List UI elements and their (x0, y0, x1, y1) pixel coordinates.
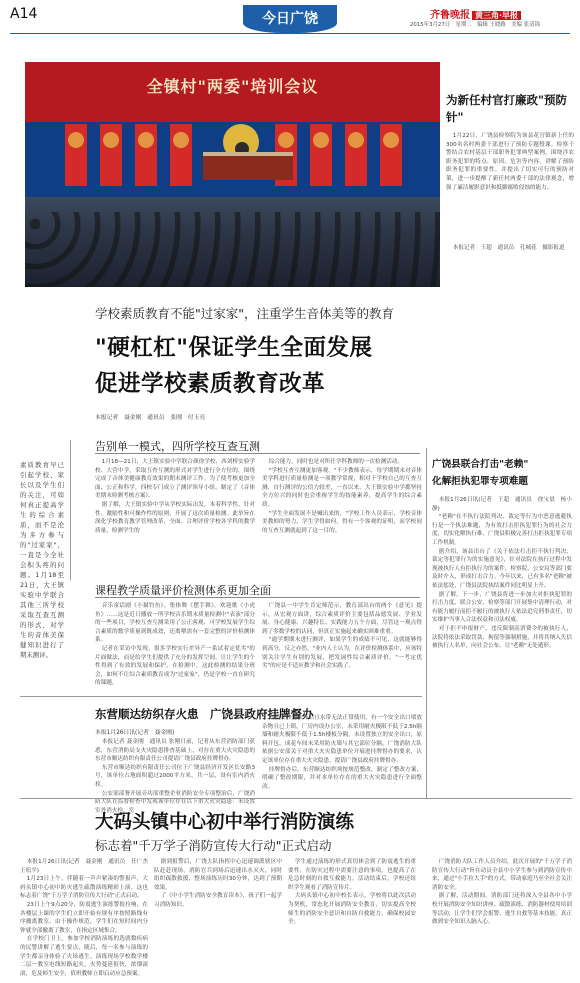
story1-headline (95, 330, 372, 402)
story3-headline: 大码头镇中心初中举行消防演练 (95, 812, 355, 833)
photo-story-text: 1月22日，广饶县检察院为该县花官镇新上任的300名名村两委干部进行了预防专题授课。检察干警结合农村基层干部职务犯罪典型案例，围绕涉农职务犯罪的特点、原因、危害等内容，讲解了预防职务犯罪的重要性，并提出了切实可行的预防对策，进一步提醒了新任村两委干部的法律观念，增强了廉洁履职意识和抵御腐败侵蚀的能力。 (446, 133, 574, 191)
issue-meta: 2015年3月27日 星期二 编辑 王晓路 美编 张清锦 (410, 22, 540, 28)
story1-byline: 本报记者 聂金刚 通讯员 张刚 付玉亮 (95, 415, 206, 421)
side-story-headline (432, 456, 572, 490)
meeting-photo (25, 62, 440, 287)
column-divider (426, 448, 427, 798)
header-rule (10, 33, 570, 34)
logo-text: 齐鲁晚报 (430, 10, 470, 21)
side-story-headline-line2: 化解拒执犯罪专项难题 (432, 476, 528, 487)
story3-col3: 学生通过演练的形式真切体会到了防震逃生的重要性，在防灾过程中需要注意的事项，也提高了在危急时刻的自救互救能力，活动结束后，学校还组织学生观看了消防宣传片。 大码头镇中心初中校长表示，学校将以此次活动为契机，常态化开展消防安全教育，切实提高全校师生的消防安全意识和自防自救能力，确保校园安全。 (288, 859, 416, 926)
logo-tag: 黄三角·早报 (472, 11, 521, 20)
story3-col2: 据到报警后，广饶大队指挥中心迅速调派辖区中队赶赴现场，消防官兵到场后迅速出水灭火，同时组织疏散救援，整场演练历时30分钟，达到了预期效果。 了《中小学生消防安全教育读本》，孩子们一起学习消防知识。 (154, 859, 282, 908)
red-flag (345, 124, 367, 186)
story1-section1-col2: 综合能力，同时也是对所任学科教师的一次检测活动。 "学校互查互测更加客观。"不少教师表示，每学期期末对音体美学科进行质量检测是一项教学常规，相对于学校自己的互查互测，自行测评的公信力较差，一直以来，大王镇实验中学都坚持全方位兴的同时也会重视学生的技能素养，提高学生的综合素质。 "学生全面发展不是喊出来的，"学校工作人员表示，学校音体美教师的努力，学生学得如何，得有一个客观的证明，而学校间的互查互测就起到了这一目的。 (262, 459, 422, 534)
red-flag (310, 124, 332, 186)
story2-col2: 内消火栓无法开启且水带无法正常使用，有一个安全出口堵放杂物且已上锁，厂房内设办公室，未采用耐火极限不低于2.5h隔墙和耐火极限不低于1.5h楼板分隔，未设置独立的安全出口，原料开包，成花车间未采用防火墙与其它部位分隔，广饶消防大队依据公安部关于对重大火灾隐患单位开展进挂牌督办的要求，认定该单位存在重大火灾隐患，提请广饶县政府挂牌督办。 挂牌督办后，东营顺达纺织须按规范整改，制定了整改方案，明确了整改期限，并对本单位存在的重大火灾隐患进行全面整改。 (262, 715, 422, 790)
story3-col1: 本报1月26日讯(记者 聂金刚 通讯员 任广杰 王松平) 1月23日上午，伴随着一声声紧凑的警报声，大码头镇中心初中防灾逃生疏散演练精彩上演。这也标志着广饶"千万学子消防宣传大行动"正式启动。 23日上午9点20分，防震逃生演练警报拉响，在各楼层上课的学生们立即开始有规有序按照路线有序撤离教室，由于操作规范，学生们在短时间内分钟就全部撤离了教室，在指定区域集合。 在学校门卫上，参加学校消防演练的选就数疾病的民警讲解了逃生要点，随后，每一名参与演练的学生都亲身体验了火场逃生，演练现场学校数学楼二层一教室电线短路起火，火势蔓延很快，浓烟滚滚，危及师生安全，值班教师立即启动应急预案。 (20, 859, 154, 977)
photo-banner-text: 全镇村"两委"培训会议 (146, 77, 319, 96)
red-flag (65, 124, 87, 186)
story-divider (20, 696, 422, 697)
photo-story-title: 为新任村官打廉政"预防针" (446, 93, 567, 124)
side-story-headline-line1: 广饶县联合打击"老赖" (432, 459, 529, 470)
story1-headline-line1: "硬杠杠"保证学生全面发展 (95, 335, 373, 361)
photo-credit: 本报记者 王超 通讯员 孔城花 摄影报道 (452, 245, 565, 251)
red-flag (170, 124, 192, 186)
section-rule (95, 453, 420, 454)
story1-section1-col1: 1月18—21日，大王镇实验中学联合颜徐学校、西刘桥实验学校、大营中学，采取互查互测的形式对学生进行全方位的，围绕完成了音体美健康教育效果的期末测评工作。为了使考核更加全面、公正和科学，四校专门成立了测评领导小组，制定了《音体美期末检测考核方案》。 据了解，大王镇实验中学从学校实际出发，本着科学性、针对性、激励性和可操作性的原则，开展了这次质量检测。此举旨在深化学校教育教学管理改革，全面、合理评价学校各学科的教学质量，检测学生的 (95, 459, 255, 534)
story1-section2-col2: 广饶县一中学生肯定师范示，教育部出台的两个《意见》提示，从宏观方面讲，综合素质评价主要包括品德发展、学业发展、身心健康、兴趣特长、实践能力五个方面，尽管这一观点得到了多数学校的认同，但真正实施起来确实困难重重。 "通学期期末进行测评，如果学生的成绩不可见，这就能够得到高分，反之亦然。"业内人士认为，在评价检测体系中，应该特别关注学生有别的发展，把发展性综合素质评价，"一考定优劣"的应是不适应教学和社会实践了。 (262, 603, 422, 670)
story1-section2-col1: 音乐童话剧《小猫钓鱼》、集体舞《摆手舞》、欢迎歌《小虎鱼》……这是近日播放一所学校音乐期末质量检测中"表演"部分的一些项目，学校互查互测采用了公正客观、可学校发展学生综合素质的数学质量到既成效，还离喂需有一套完整的评价检测体系。 记者在采访中发现，很多学校实行差异产一系试着定优劣"的片面做法，而是给学生们提供了充分的发挥空间，让让学生的个性得到了有效的发展和保护。在检测中，这此检测的结果分班会，如何不让综合素质教育成为"过家家"，仍是学校一直在研究的课题。 (95, 603, 255, 687)
column-divider (70, 440, 71, 580)
story3-col4: 广饶消防大队工作人员介绍，此次开展的"千万学子消防宣传大行动"旨在动员全县中小学生参与到消防宣传中来，通过"小手拉大手"的方式，带动家庭乃至全社会关注消防安全。 据了解，活动期间，消防部门还将深入全县各中小学校开展消防安全知识讲座、疏散演练、消防器材使用培训等活动，让学生们学会报警、逃生自救等基本技能，真正做到安全知识入脑入心。 (432, 859, 572, 926)
red-flag (135, 124, 157, 186)
section-title: 今日广饶 (243, 5, 337, 33)
story1-section2-title: 课程教学质量评价检测体系更加全面 (95, 584, 271, 597)
section-rule (95, 597, 420, 598)
story3-subhead: 标志着"千万学子消防宣传大行动"正式启动 (95, 838, 332, 853)
story2-byline: 本报1月26日讯(记者 聂金刚) (95, 730, 175, 736)
page-number: A14 (10, 6, 38, 22)
story1-sidebar-lead: 素质教育早已引起学校、家长以及学生们的关注，可如何真正提高学生的综合素质，而不是沦为多方参与的"过家家"，一直是今全社会积头疼的问题。1月18至21日，大王镇实验中学联合其他三所学校采取互查互测的形式，对学生的音体美保健知识进行了期末测评。 (20, 461, 64, 659)
story-divider (20, 798, 572, 799)
audience-heads (25, 212, 440, 287)
podium (203, 152, 293, 180)
red-flag (380, 124, 402, 186)
red-flag (100, 124, 122, 186)
story2-col1: 本报记者 聂金刚 通讯员 张刚日前，记者从东营消防部门获悉，东营消防局支火灾隐患排查基础上，对存在重大火灾隐患的东营市顺达纺织有限责任公司提请广饶县政府挂牌督办。 东营市顺达纺织有限责任公司位于广饶县经济开发区长安路3号，该单位占地面积超过2000平方米，共一层，设有室内消火栓。 公安部部署开展旁功部重整企业消防安全专项整治后，广饶消防大队在监督检查中发现该单位存在以下重大火灾隐患：未设置室外消火栓，室 (95, 739, 255, 814)
story2-headline: 东营顺达纺织存火患 广饶县政府挂牌督办 (95, 707, 314, 721)
story1-headline-line2: 促进学校素质教育改革 (95, 371, 326, 397)
story1-subhead: 学校素质教育不能"过家家"，注重学生音体美等的教育 (95, 306, 395, 321)
story1-section1-title: 告别单一模式，四所学校互查互测 (95, 440, 260, 453)
side-story-text: 本报1月26日讯(记者 王超 通讯员 徐宝晨 杨小静) "老赖"在不执行法院判决、裁定等行为中恶意逃避执行是一个执法难题，为有效打击拒执犯罪行为的社会力度，切实化解执行难，广饶县积极完善打击拒执犯罪专项工作机制。 据介绍，该县出台了《关于依法打击拒不执行判决、裁定等犯罪行为的实施意见》，针对法院在执行过程中发现被执行人有拒执行为的案件，检察院、公安局等部门要及时介入，形成打击合力。今年以来，已有多名"老赖"被依法惩处，广饶县法院执结案件同比明显上升。 据了解，下一步，广饶县将进一步加大对拒执犯罪的打击力度，联合公安、检察等部门开展集中清理行动，对有能力履行而拒不履行的被执行人依法追究刑事责任，切实维护当事人合法权益和司法权威。 对于拒不申报财产、违反限制高消费令的被执行人，法院将依法采取罚款、拘留等强制措施，并将其纳入失信被执行人名单，向社会公布，让"老赖"无处遁形。 (432, 497, 572, 650)
newspaper-logo (430, 6, 521, 21)
